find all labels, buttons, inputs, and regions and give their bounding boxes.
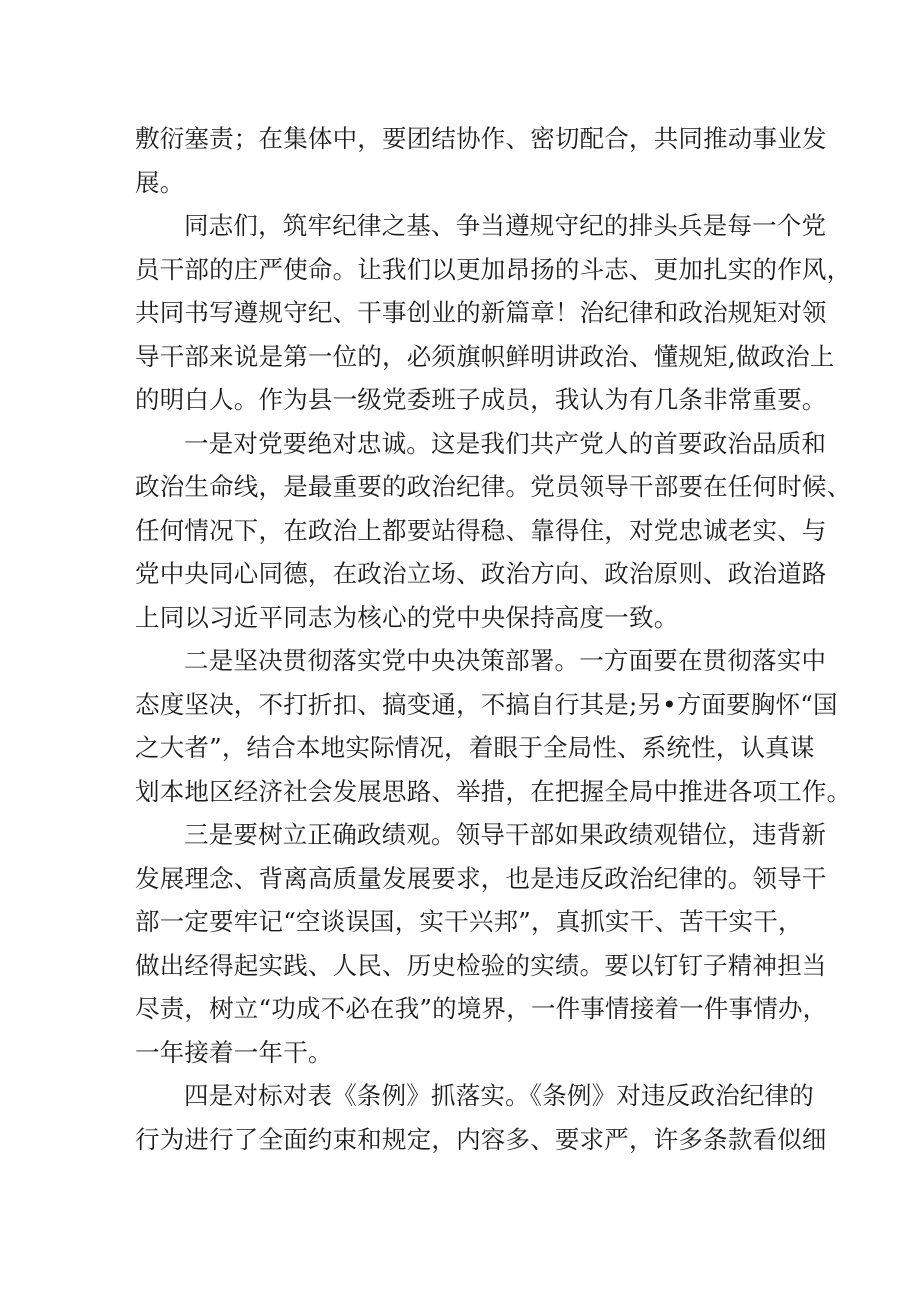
paragraph-5 [135, 813, 828, 1074]
document-body [135, 117, 852, 1161]
text-line: 行为进行了全面约束和规定，内容多、要求严，许多条款看似细 [135, 1124, 827, 1154]
paragraph-6 [135, 1074, 827, 1161]
text-line: 政治生命线，是最重要的政治纪律。党员领导干部要在任何时候、 [135, 472, 852, 501]
text-line: 任何情况下，在政治上都要站得稳、靠得住，对党忠诚老实、与 [135, 515, 827, 545]
text-line: 员干部的庄严使命。让我们以更加昂扬的斗志、更加扎实的作风， [135, 254, 852, 284]
text-line: 部一定要牢记“空谈误国，实干兴邦”，真抓实干、苦干实干， [135, 907, 803, 936]
text-line: 三是要树立正确政绩观。领导干部如果政绩观错位，违背新 [184, 820, 827, 849]
text-line: 的明白人。作为县一级党委班子成员，我认为有几条非常重要。 [135, 385, 827, 414]
text-line: 导干部来说是第一位的，必须旗帜鲜明讲政治、懂规矩,做政治上 [135, 341, 835, 371]
paragraph-1 [135, 117, 827, 204]
paragraph-4 [135, 639, 852, 813]
paragraph-2 [135, 204, 852, 422]
text-line: 一年接着一年干。 [135, 1037, 333, 1067]
text-line: 展。 [135, 167, 185, 197]
text-line: 二是坚决贯彻落实党中央决策部署。一方面要在贯彻落实中 [184, 646, 827, 675]
text-line: 党中央同心同德，在政治立场、政治方向、政治原则、政治道路 [135, 559, 827, 588]
text-line: 共同书写遵规守纪、干事创业的新篇章！治纪律和政治规矩对领 [135, 298, 827, 327]
text-line: 态度坚决，不打折扣、搞变通，不搞自行其是;另•方面要胸怀“国 [135, 689, 838, 719]
text-line: 一是对党要绝对忠诚。这是我们共产党人的首要政治品质和 [184, 428, 827, 458]
text-line: 敷衍塞责；在集体中，要团结协作、密切配合，共同推动事业发 [135, 124, 827, 153]
text-line: 划本地区经济社会发展思路、举措，在把握全局中推进各项工作。 [135, 776, 852, 806]
paragraph-3 [135, 422, 852, 640]
text-line: 上同以习近平同志为核心的党中央保持高度一致。 [135, 602, 679, 632]
text-line: 之大者”，结合本地实际情况，着眼于全局性、系统性，认真谋 [135, 733, 815, 762]
text-line: 四是对标对表《条例》抓落实。《条例》对违反政治纪律的 [184, 1081, 814, 1110]
text-line: 发展理念、背离高质量发展要求，也是违反政治纪律的。领导干 [135, 863, 827, 893]
text-line: 尽责，树立“功成不必在我”的境界，一件事情接着一件事情办， [135, 994, 828, 1023]
text-line: 做出经得起实践、人民、历史检验的实绩。要以钉钉子精神担当 [135, 950, 827, 980]
text-line: 同志们，筑牢纪律之基、争当遵规守纪的排头兵是每一个党 [184, 211, 827, 240]
